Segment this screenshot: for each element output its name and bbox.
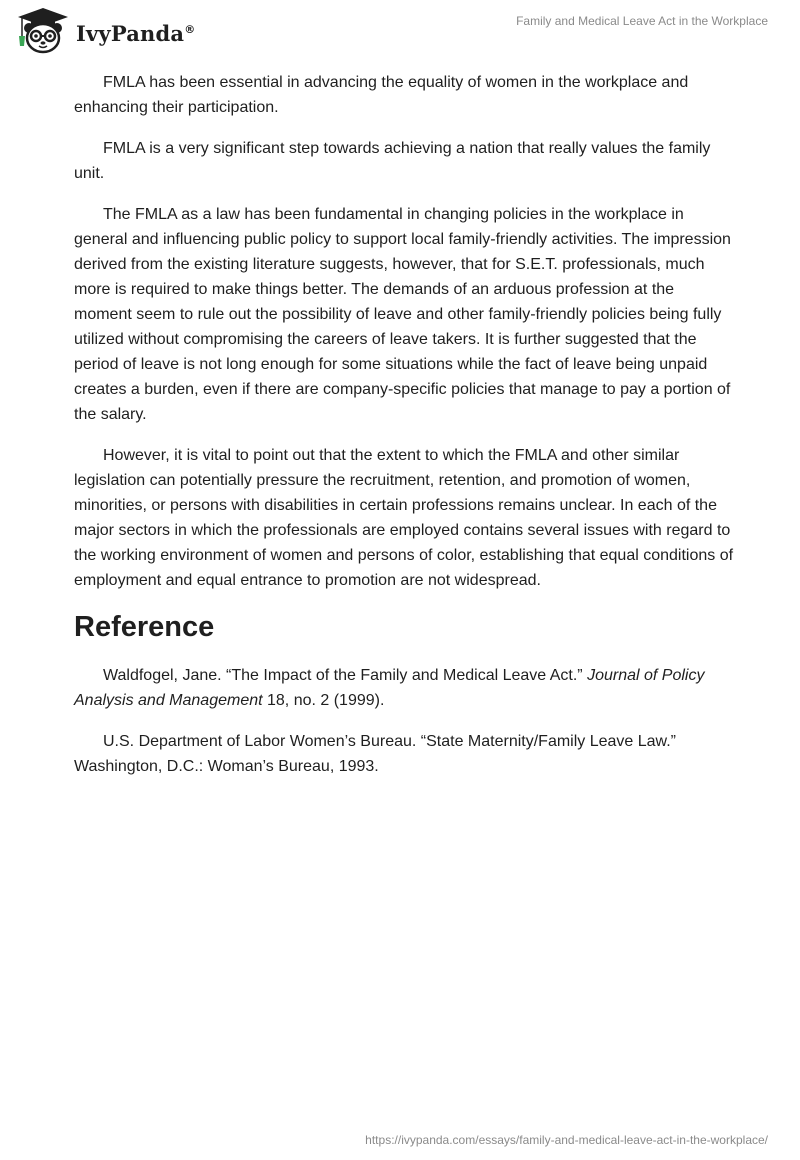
registered-mark: ® bbox=[184, 22, 196, 36]
document-body bbox=[74, 70, 734, 795]
references-heading: Reference bbox=[74, 611, 215, 643]
document-title: Family and Medical Leave Act in the Workplace bbox=[516, 14, 768, 28]
reference-journal: Journal of Policy Analysis and Management bbox=[74, 667, 705, 709]
source-url[interactable]: https://ivypanda.com/essays/family-and-medical-leave-act-in-the-workplace/ bbox=[365, 1133, 768, 1147]
panda-graduate-icon bbox=[14, 6, 72, 56]
paragraph: FMLA has been essential in advancing the equality of women in the workplace and enhancing their participation. bbox=[74, 74, 689, 116]
site-logo[interactable] bbox=[14, 6, 195, 56]
reference-item bbox=[74, 663, 734, 713]
paragraph: FMLA is a very significant step towards achieving a nation that really values the family unit. bbox=[74, 140, 711, 182]
paragraph: The FMLA as a law has been fundamental in changing policies in the workplace in general and influencing public policy to support local family-friendly activities. The impression derived from the existing literature suggests, however, that for S.E.T. professionals, much more is required to make things better. The demands of an arduous profession at the moment seem to rule out the possibility of leave and other family-friendly policies being fully utilized without compromising the careers of leave takers. It is further suggested that the period of leave is not long enough for some situations while the fact of leave being unpaid creates a burden, even if there are company-specific policies that manage to pay a portion of the salary. bbox=[74, 206, 731, 423]
reference-item bbox=[74, 729, 734, 779]
logo-wordmark: IvyPanda® bbox=[76, 20, 196, 46]
reference-text: Waldfogel, Jane. “The Impact of the Family and Medical Leave Act.” bbox=[103, 667, 588, 684]
reference-details: 18, no. 2 (1999). bbox=[262, 692, 385, 709]
paragraph: However, it is vital to point out that the extent to which the FMLA and other similar legislation can potentially pressure the recruitment, retention, and promotion of women, minorities, or persons with disabilities in certain professions remains unclear. In each of the major sectors in which the professionals are employed contains several issues with regard to the working environment of women and persons of color, establishing that equal conditions of employment and equal entrance to promotion are not widespread. bbox=[74, 447, 734, 589]
reference-text: U.S. Department of Labor Women’s Bureau. “State Maternity/Family Leave Law.” Washington, D.C.: Woman’s Bureau, 1993. bbox=[74, 733, 676, 775]
